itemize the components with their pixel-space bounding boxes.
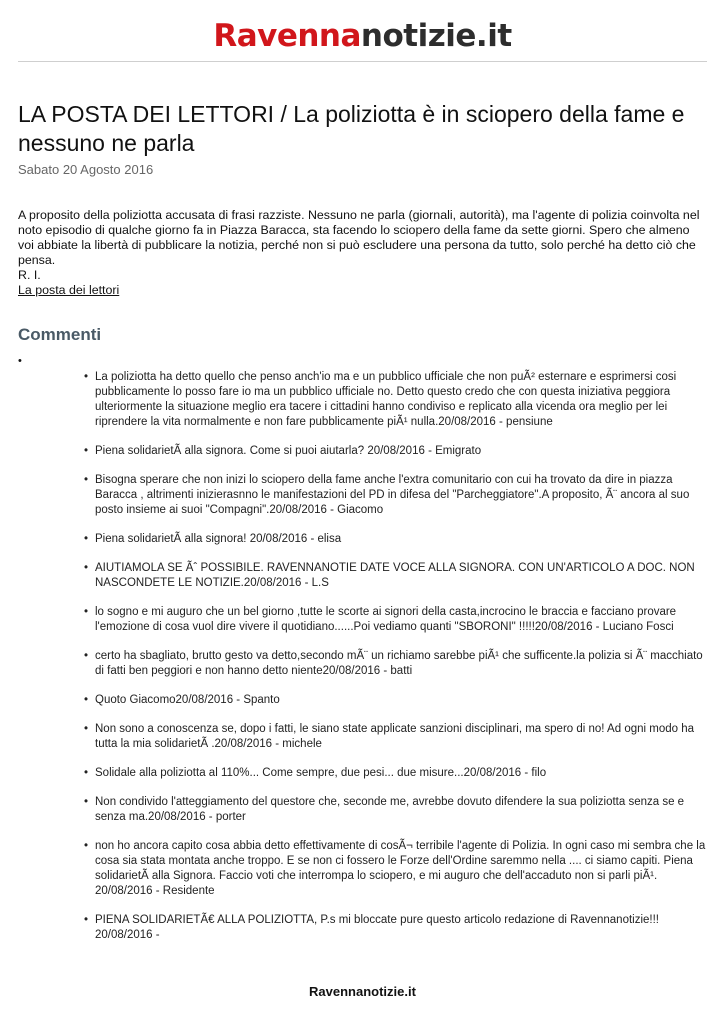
comment-item: • Solidale alla poliziotta al 110%... Come sempre, due pesi... due misure...20/08/2016 - filo bbox=[80, 766, 710, 781]
article-title: LA POSTA DEI LETTORI / La poliziotta è in sciopero della fame e nessuno ne parla bbox=[18, 101, 685, 156]
site-footer: Ravennanotizie.it bbox=[309, 984, 416, 999]
logo-text-ravenna: Ravenna bbox=[213, 18, 361, 54]
comment-item: • lo sogno e mi auguro che un bel giorno ,tutte le scorte ai signori della casta,incrocino le braccia e facciano provare l'emozione di cosa vuol dire vivere il quotidiano......Poi vediamo quanti "SBORONI" !!!!!20/08/2016 - Luciano Fosci bbox=[80, 605, 710, 635]
comment-item: • PIENA SOLIDARIETÃ€ ALLA POLIZIOTTA, P.s mi bloccate pure questo articolo redazione di Ravennanotizie!!! 20/08/2016 - bbox=[80, 913, 710, 943]
article-signature: R. I. bbox=[18, 268, 41, 282]
comments-heading: Commenti bbox=[18, 325, 102, 344]
comment-item: • Piena solidarietÃ alla signora! 20/08/2016 - elisa bbox=[80, 532, 710, 547]
comment-item: • AIUTIAMOLA SE Ãˆ POSSIBILE. RAVENNANOTIE DATE VOCE ALLA SIGNORA. CON UN'ARTICOLO A DOC. NON NASCONDETE LE NOTIZIE.20/08/2016 - L.S bbox=[80, 561, 710, 591]
site-logo[interactable] bbox=[213, 16, 511, 56]
category-link[interactable]: La posta dei lettori bbox=[18, 283, 120, 297]
comment-item: • non ho ancora capito cosa abbia detto effettivamente di cosÃ¬ terribile l'agente di Polizia. In ogni caso mi sembra che la cosa sia stata montata anche troppo. E se non ci fossero le Forze dell'Ordine saremmo nella .... ci siamo capiti. Piena solidarietÃ alla Signora. Faccio voti che interrompa lo sciopero, e mi auguro che dell'accaduto non si parli piÃ¹. 20/08/2016 - Residente bbox=[80, 839, 710, 899]
comments-list bbox=[80, 370, 710, 957]
logo-text-notizie: notizie.it bbox=[360, 18, 512, 54]
comment-item: • certo ha sbagliato, brutto gesto va detto,secondo mÃ¨ un richiamo sarebbe piÃ¹ che sufficente.la polizia si Ã¨ macchiato di fatti ben peggiori e non hanno detto niente20/08/2016 - batti bbox=[80, 649, 710, 679]
article-body bbox=[18, 208, 708, 298]
article-paragraph: A proposito della poliziotta accusata di frasi razziste. Nessuno ne parla (giornali, autorità), ma l'agente di polizia coinvolta nel noto episodio di qualche giorno fa in Piazza Baracca, sta facendo lo sciopero della fame da sette giorni. Spero che almeno voi abbiate la libertà di pubblicare la notizia, perché non si può escludere una persona da tutto, solo perché ha detto ciò che pensa. bbox=[18, 208, 700, 267]
comment-item: • La poliziotta ha detto quello che penso anch'io ma e un pubblico ufficiale che non puÃ² esternare e esprimersi cosi pubblicamente lo posso fare io ma un pubblico ufficiale no. Detto questo credo che con questa iniziativa peggiora ulteriormente la situazione meglio era tacere i cittadini hanno condiviso e replicato alla vicenda ora meglio per lei riprendere la vita normalmente e non fare pubblicamente piÃ¹ nulla.20/08/2016 - pensiune bbox=[80, 370, 710, 430]
comment-item: • Non sono a conoscenza se, dopo i fatti, le siano state applicate sanzioni disciplinari, ma spero di no! Ad ogni modo ha tutta la mia solidarietÃ .20/08/2016 - michele bbox=[80, 722, 710, 752]
comment-item: • Quoto Giacomo20/08/2016 - Spanto bbox=[80, 693, 710, 708]
article-date: Sabato 20 Agosto 2016 bbox=[18, 162, 154, 177]
comment-item: • Piena solidarietÃ alla signora. Come si puoi aiutarla? 20/08/2016 - Emigrato bbox=[80, 444, 710, 459]
site-header bbox=[0, 16, 725, 56]
comment-item: • Non condivido l'atteggiamento del questore che, seconde me, avrebbe dovuto difendere la sua poliziotta senza se e senza ma.20/08/2016 - porter bbox=[80, 795, 710, 825]
comments-outer-bullet: • bbox=[18, 355, 22, 367]
header-divider bbox=[18, 61, 707, 62]
comment-item: • Bisogna sperare che non inizi lo sciopero della fame anche l'extra comunitario con cui ha trovato da dire in piazza Baracca , altrimenti inizierasnno le manifestazioni del PD in difesa del "Parcheggiatore".A proposito, Ã¨ ancora al suo posto insieme ai suoi "Compagni".20/08/2016 - Giacomo bbox=[80, 473, 710, 518]
